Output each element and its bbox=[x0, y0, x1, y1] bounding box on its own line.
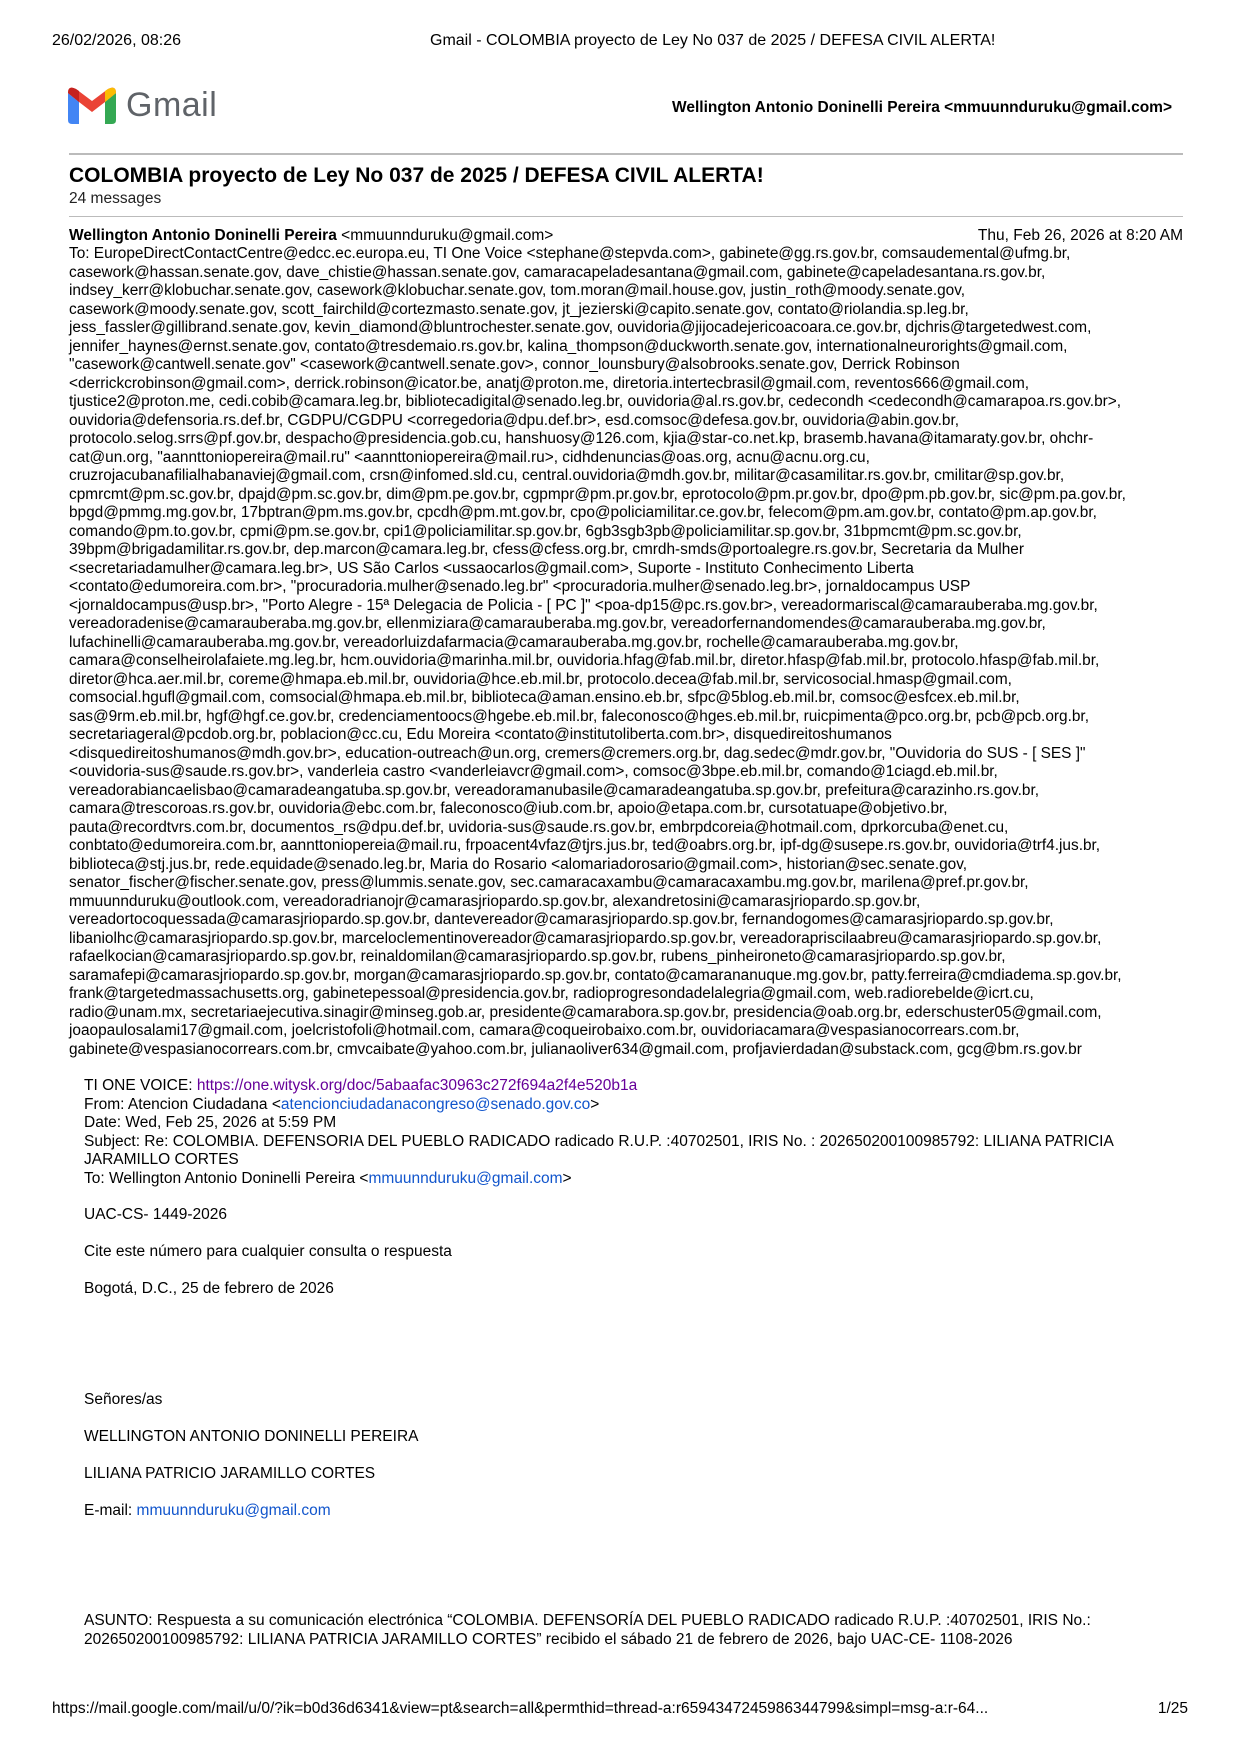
from-label: From: Atencion Ciudadana < bbox=[84, 1095, 281, 1113]
asunto-line-1: ASUNTO: Respuesta a su comunicación electrónica “COLOMBIA. DEFENSORÍA DEL PUEBLO RADICADO radicado R.U.P. :40702501, IRIS No.: bbox=[84, 1612, 1091, 1629]
recipients-line: senator_fischer@fischer.senate.gov, press@lummis.senate.gov, sec.camaracaxambu@camaracaxambu.mg.gov.br, marilena@pref.pr.gov.br, bbox=[69, 874, 1029, 891]
recipients-line: cpmrcmt@pm.sc.gov.br, dpajd@pm.sc.gov.br, dim@pm.pe.gov.br, cgpmpr@pm.pr.gov.br, eprotocolo@pm.pr.gov.br, dpo@pm.pb.gov.br, sic@pm.pa.gov.br, bbox=[69, 485, 1126, 503]
recipients-line: "casework@cantwell.senate.gov" <casework@cantwell.senate.gov>, connor_lounsbury@alsobrooks.senate.gov, Derrick Robinson bbox=[69, 356, 960, 373]
recipients-line: tjustice2@proton.me, cedi.cobib@camara.leg.br, bibliotecadigital@senado.leg.br, ouvidoria@al.rs.gov.br, cedecondh <cedecondh@camarapoa.rs.gov.br>, bbox=[69, 393, 1122, 410]
email-link[interactable]: mmuunnduruku@gmail.com bbox=[136, 1502, 331, 1519]
recipients-line: pauta@recordtvrs.com.br, documentos_rs@dpu.def.br, uvidoria-sus@saude.rs.gov.br, embrpdcoreia@hotmail.com, dprkorcuba@enet.cu, bbox=[69, 818, 1009, 836]
recipients-line: casework@moody.senate.gov, scott_fairchild@cortezmasto.senate.gov, jt_jezierski@capito.senate.gov, contato@riolandia.sp.leg.br, bbox=[69, 300, 969, 318]
email-label: E-mail: bbox=[84, 1502, 137, 1519]
thread-title: COLOMBIA proyecto de Ley No 037 de 2025 / DEFESA CIVIL ALERTA! bbox=[69, 164, 764, 187]
reference-number: UAC-CS- 1449-2026 bbox=[84, 1206, 228, 1223]
recipients-line: gabinete@vespasianocorrears.com.br, cmvcaibate@yahoo.com.br, julianaoliver634@gmail.com, profjavierdadan@substack.com, gcg@bm.rs.gov.br bbox=[69, 1040, 1082, 1058]
forward-subject-1: Subject: Re: COLOMBIA. DEFENSORIA DEL PUEBLO RADICADO radicado R.U.P. :40702501, IRIS No. : 202650200100985792: LILIANA PATRICIA bbox=[84, 1132, 1114, 1150]
gmail-wordmark: Gmail bbox=[126, 86, 218, 124]
salutation: Señores/as bbox=[84, 1391, 163, 1408]
recipients-line: bpgd@pmmg.mg.gov.br, 17bptran@pm.ms.gov.br, cpcdh@pm.mt.gov.br, cpo@policiamilitar.ce.gov.br, felecom@pm.am.gov.br, contato@pm.ap.gov.br, bbox=[69, 504, 1097, 521]
sender-name: Wellington Antonio Doninelli Pereira bbox=[69, 227, 337, 244]
recipients-line: casework@hassan.senate.gov, dave_chistie@hassan.senate.gov, camaracapeladesantana@gmail.com, gabinete@capeladesantana.rs.gov.br, bbox=[69, 263, 1046, 281]
recipients-line: frank@targetedmassachusetts.org, gabinetepessoal@presidencia.gov.br, radioprogresondadelalegria@gmail.com, web.radiorebelde@icrt.cu, bbox=[69, 985, 1034, 1002]
recipients-line: <ouvidoria-sus@saude.rs.gov.br>, vanderleia castro <vanderleiavcr@gmail.com>, comsoc@3bpe.eb.mil.br, comando@1ciagd.eb.mil.br, bbox=[69, 763, 998, 780]
recipients-line: comando@pm.to.gov.br, cpmi@pm.se.gov.br, cpi1@policiamilitar.sp.gov.br, 6gb3sgb3pb@policiamilitar.sp.gov.br, 31bpmcmt@pm.sc.gov.br, bbox=[69, 522, 1022, 540]
gmail-logo bbox=[68, 86, 217, 125]
forward-subject-2: JARAMILLO CORTES bbox=[84, 1151, 239, 1168]
recipients-line: cruzrojacubanafilialhabanaviej@gmail.com, crsn@infomed.sld.cu, central.ouvidoria@mdh.gov.br, militar@casamilitar.rs.gov.br, cmilitar@sp.gov.br, bbox=[69, 467, 1065, 484]
ti-link[interactable]: https://one.witysk.org/doc/5abaafac30963c272f694a2f4e520b1a bbox=[196, 1077, 638, 1094]
forward-date: Date: Wed, Feb 25, 2026 at 5:59 PM bbox=[84, 1114, 337, 1131]
recipients-line: jess_fassler@gillibrand.senate.gov, kevin_diamond@bluntrochester.senate.gov, ouvidoria@jijocadejericoacoara.ce.gov.br, djchris@targetedwest.com, bbox=[69, 319, 1092, 336]
recipients-line: conbtato@edumoreira.com.br, aannttoniopereia@mail.ru, frpoacent4vfaz@tjrs.jus.br, ted@oabrs.org.br, ipf-dg@susepe.rs.gov.br, ouvidoria@trf4.jus.br, bbox=[69, 837, 1101, 854]
recipients-line: camara@conselheirolafaiete.mg.leg.br, hcm.ouvidoria@marinha.mil.br, ouvidoria.hfag@fab.mil.br, diretor.hfasp@fab.mil.br, protocolo.hfasp@fab.mil.br, bbox=[69, 652, 1100, 669]
message-count: 24 messages bbox=[69, 190, 162, 207]
recipients-line: To: EuropeDirectContactCentre@edcc.ec.europa.eu, TI One Voice <stephane@stepvda.com>, gabinete@gg.rs.gov.br, comsaudemental@ufmg.br, bbox=[69, 245, 1071, 262]
to-email-link[interactable]: mmuunnduruku@gmail.com bbox=[368, 1169, 563, 1187]
recipients-line: diretor@hca.aer.mil.br, coreme@hmapa.eb.mil.br, ouvidoria@hce.eb.mil.br, protocolo.decea@fab.mil.br, servicosocial.hmasp@gmail.com, bbox=[69, 670, 1012, 688]
recipients-line: secretariageral@pcdob.org.br, poblacion@cc.cu, Edu Moreira <contato@institutoliberta.com.br>, disquedireitoshumanos bbox=[69, 726, 892, 743]
print-datetime: 26/02/2026, 08:26 bbox=[52, 32, 182, 49]
recipients-line: vereadoradenise@camarauberaba.mg.gov.br, ellenmiziara@camarauberaba.mg.gov.br, vereadorfernandomendes@camarauberaba.mg.gov.br, bbox=[69, 615, 1046, 632]
recipients-line: sas@9rm.eb.mil.br, hgf@hgf.ce.gov.br, credenciamentoocs@hgebe.eb.mil.br, faleconosco@hges.eb.mil.br, ruicpimenta@pco.org.br, pcb@pcb.org.br, bbox=[69, 707, 1089, 725]
from-close: > bbox=[590, 1095, 600, 1113]
place-date: Bogotá, D.C., 25 de febrero de 2026 bbox=[84, 1280, 334, 1297]
sender bbox=[69, 227, 553, 244]
print-title: Gmail - COLOMBIA proyecto de Ley No 037 de 2025 / DEFESA CIVIL ALERTA! bbox=[430, 32, 996, 49]
email-line bbox=[84, 1502, 331, 1521]
recipients-line: indsey_kerr@klobuchar.senate.gov, casework@klobuchar.senate.gov, tom.moran@mail.house.gov, justin_roth@moody.senate.gov, bbox=[69, 282, 966, 299]
page-number: 1/25 bbox=[1157, 1700, 1188, 1717]
to-label: To: Wellington Antonio Doninelli Pereira < bbox=[84, 1169, 369, 1187]
cite-note: Cite este número para cualquier consulta o respuesta bbox=[84, 1243, 452, 1260]
from-email-link[interactable]: atencionciudadanacongreso@senado.gov.co bbox=[280, 1095, 591, 1113]
recipients-line: comsocial.hgufl@gmail.com, comsocial@hmapa.eb.mil.br, biblioteca@aman.ensino.eb.br, sfpc@5blog.eb.mil.br, comsoc@esfcex.eb.mil.br, bbox=[69, 689, 1020, 706]
recipients-line: joaopaulosalami17@gmail.com, joelcristofoli@hotmail.com, camara@coqueirobaixo.com.br, ouvidoriacamara@vespasianocorrears.com.br, bbox=[69, 1022, 1020, 1039]
recipients-line: jennifer_haynes@ernst.senate.gov, contato@tresdemaio.rs.gov.br, kalina_thompson@duckworth.senate.gov, internationalneurorights@gmail.com, bbox=[69, 337, 1068, 355]
asunto bbox=[84, 1612, 1091, 1649]
to-close: > bbox=[562, 1169, 572, 1187]
gmail-m-icon bbox=[68, 87, 116, 124]
recipients-line: <derrickcrobinson@gmail.com>, derrick.robinson@icator.be, anatj@proton.me, diretoria.intertecbrasil@gmail.com, reventos666@gmail.com, bbox=[69, 374, 1030, 392]
recipients-line: <jornaldocampus@usp.br>, "Porto Alegre - 15ª Delegacia de Policia - [ PC ]" <poa-dp15@pc.rs.gov.br>, vereadormariscal@camarauberaba.mg.gov.br, bbox=[69, 596, 1098, 614]
sender-email: <mmuunnduruku@gmail.com> bbox=[341, 227, 554, 244]
recipients-line: 39bpm@brigadamilitar.rs.gov.br, dep.marcon@camara.leg.br, cfess@cfess.org.br, cmrdh-smds@portoalegre.rs.gov.br, Secretaria da Mulher bbox=[69, 541, 1024, 558]
recipients-list bbox=[69, 245, 1126, 1059]
recipients-line: <secretariadamulher@camara.leg.br>, US São Carlos <ussaocarlos@gmail.com>, Suporte - Instituto Conhecimento Liberta bbox=[69, 559, 914, 577]
forward-header bbox=[84, 1077, 1114, 1188]
recipients-line: camara@trescoroas.rs.gov.br, ouvidoria@ebc.com.br, faleconosco@iub.com.br, apoio@etapa.com.br, cursotatuape@objetivo.br, bbox=[69, 800, 948, 817]
recipient-name-2: LILIANA PATRICIO JARAMILLO CORTES bbox=[84, 1465, 376, 1482]
message-date: Thu, Feb 26, 2026 at 8:20 AM bbox=[977, 227, 1183, 244]
message-header bbox=[69, 227, 1183, 245]
divider bbox=[69, 153, 1183, 155]
divider bbox=[69, 216, 1183, 217]
recipients-line: ouvidoria@defensoria.rs.def.br, CGDPU/CGDPU <corregedoria@dpu.def.br>, esd.comsoc@defesa.gov.br, ouvidoria@abin.gov.br, bbox=[69, 411, 960, 429]
recipients-line: <contato@edumoreira.com.br>, "procuradoria.mulher@senado.leg.br" <procuradoria.mulher@senado.leg.br>, jornaldocampus USP bbox=[69, 578, 971, 595]
recipients-line: radio@unam.mx, secretariaejecutiva.sinagir@minseg.gob.ar, presidente@camarabora.sp.gov.br, presidencia@oab.org.br, ederschuster05@gmail.com, bbox=[69, 1003, 1102, 1021]
recipients-line: biblioteca@stj.jus.br, rede.equidade@senado.leg.br, Maria do Rosario <alomariadorosario@gmail.com>, historian@sec.senate.gov, bbox=[69, 855, 968, 873]
ti-label: TI ONE VOICE: bbox=[84, 1077, 197, 1094]
recipients-line: rafaelkocian@camarasjriopardo.sp.gov.br, reinaldomilan@camarasjriopardo.sp.gov.br, rubens_pinheironeto@camarasjriopardo.sp.gov.br, bbox=[69, 948, 1006, 965]
recipients-line: mmuunnduruku@outlook.com, vereadoradrianojr@camarasjriopardo.sp.gov.br, alexandretosini@camarasjriopardo.sp.gov.br, bbox=[69, 892, 921, 910]
recipients-line: lufachinelli@camarauberaba.mg.gov.br, vereadorluizdafarmacia@camarauberaba.mg.gov.br, rochelle@camarauberaba.mg.gov.br, bbox=[69, 633, 959, 651]
recipients-line: <disquedireitoshumanos@mdh.gov.br>, education-outreach@un.org, cremers@cremers.org.br, dag.sedec@mdr.gov.br, "Ouvidoria do SUS - [ SES ]" bbox=[69, 744, 1086, 762]
asunto-line-2: 202650200100985792: LILIANA PATRICIA JARAMILLO CORTES” recibido el sábado 21 de febrero de 2026, bajo UAC-CE- 1108-2026 bbox=[84, 1630, 1013, 1648]
recipients-line: vereadorabiancaelisbao@camaradeangatuba.sp.gov.br, vereadoramanubasile@camaradeangatuba.sp.gov.br, prefeitura@carazinho.rs.gov.br, bbox=[69, 781, 1040, 799]
recipients-line: cat@un.org, "aannttoniopereira@mail.ru" <aannttoniopereira@mail.ru>, cidhdenuncias@oas.org, acnu@acnu.org.cu, bbox=[69, 448, 870, 466]
recipients-line: saramafepi@camarasjriopardo.sp.gov.br, morgan@camarasjriopardo.sp.gov.br, contato@camarananuque.mg.gov.br, patty.ferreira@cmdiadema.sp.gov.br, bbox=[69, 966, 1122, 984]
recipients-line: libaniolhc@camarasjriopardo.sp.gov.br, marceloclementinovereador@camarasjriopardo.sp.gov.br, vereadorapriscilaabreu@camarasjriopardo.sp.gov.br, bbox=[69, 929, 1102, 947]
recipients-line: protocolo.selog.srrs@pf.gov.br, despacho@presidencia.gob.cu, hanshuosy@126.com, kjia@star-co.net.kp, brasemb.havana@itamaraty.gov.br, ohchr- bbox=[69, 430, 1094, 447]
footer-url: https://mail.google.com/mail/u/0/?ik=b0d36d6341&view=pt&search=all&permthid=thread-a:r6594347245986344799&simpl=msg-a:r-64... bbox=[52, 1700, 989, 1717]
recipients-line: vereadortocoquessada@camarasjriopardo.sp.gov.br, dantevereador@camarasjriopardo.sp.gov.br, fernandogomes@camarasjriopardo.sp.gov.br, bbox=[69, 911, 1054, 928]
account-identity: Wellington Antonio Doninelli Pereira <mmuunnduruku@gmail.com> bbox=[672, 99, 1172, 116]
recipient-name-1: WELLINGTON ANTONIO DONINELLI PEREIRA bbox=[84, 1428, 419, 1445]
